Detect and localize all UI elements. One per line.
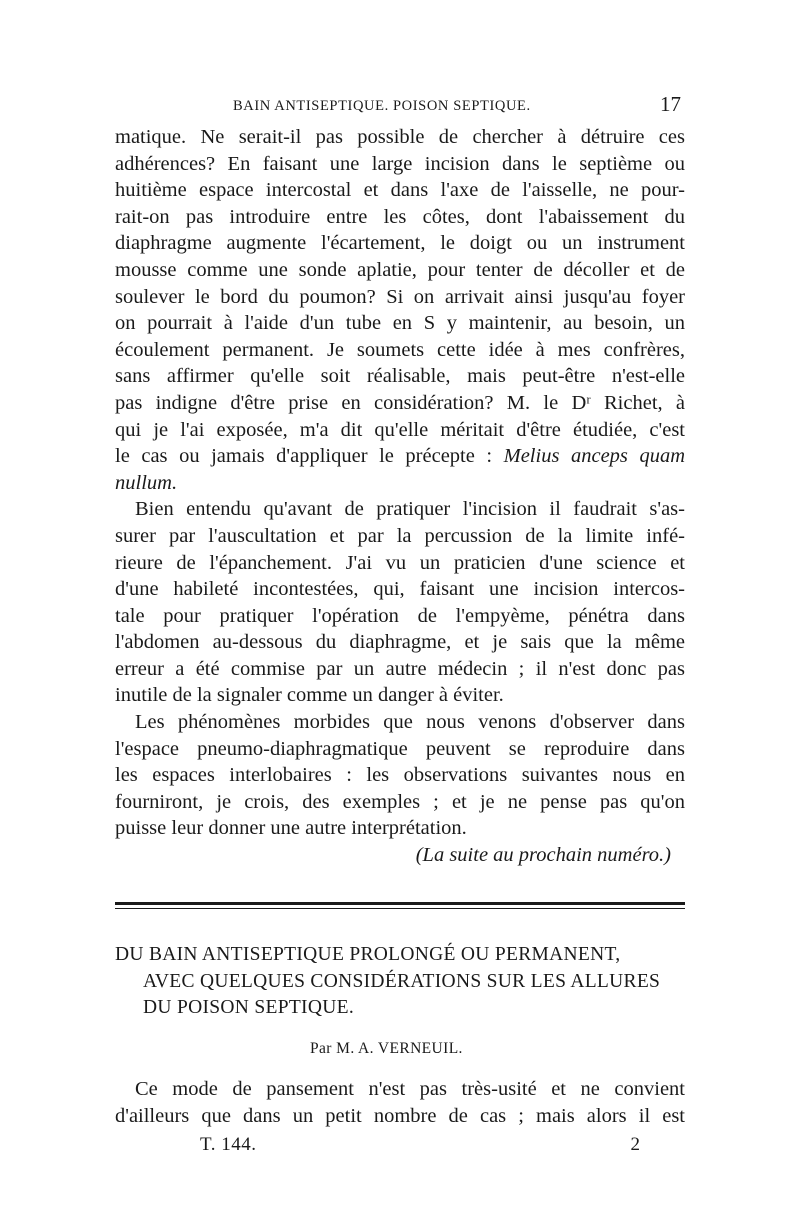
- article-author: Par M. A. VERNEUIL.: [310, 1040, 463, 1057]
- text-line: matique. Ne serait-il pas possible de chercher à détruire ces: [115, 126, 685, 148]
- page-number: 17: [660, 92, 681, 116]
- text-line: surer par l'auscultation et par la percussion de la limite infé-: [115, 524, 685, 547]
- text-line: on pourrait à l'aide d'un tube en S y maintenir, au besoin, un: [115, 312, 685, 335]
- continuation-note: (La suite au prochain numéro.): [415, 844, 671, 867]
- running-title: BAIN ANTISEPTIQUE. POISON SEPTIQUE.: [233, 98, 531, 114]
- divider-thin: [115, 908, 685, 909]
- sheet-mark: 2: [630, 1134, 640, 1155]
- article-opening: [115, 1076, 685, 1129]
- text-line: écoulement permanent. Je soumets cette idée à mes confrères,: [115, 338, 685, 361]
- text-line: fourniront, je crois, des exemples ; et je ne pense pas qu'on: [115, 790, 685, 813]
- text-line: sans affirmer qu'elle soit réalisable, mais peut-être n'est-elle: [115, 365, 685, 388]
- text-line: huitième espace intercostal et dans l'axe de l'aisselle, ne pour-: [115, 179, 685, 202]
- text-line: qui je l'ai exposée, m'a dit qu'elle méritait d'être étudiée, c'est: [115, 418, 685, 441]
- text-line: Ce mode de pansement n'est pas très-usité et ne convient: [135, 1078, 685, 1100]
- text-line: Les phénomènes morbides que nous venons d'observer dans: [135, 711, 685, 734]
- text-line: puisse leur donner une autre interprétation.: [115, 817, 467, 840]
- text-line: rait-on pas introduire entre les côtes, dont l'abaissement du: [115, 205, 685, 228]
- signature-line: [200, 1134, 640, 1160]
- running-head: [115, 92, 685, 120]
- latin-maxim-end: nullum.: [115, 471, 178, 494]
- main-text: [115, 124, 685, 869]
- latin-maxim: Melius anceps quam: [503, 445, 685, 468]
- text-line: pas indigne d'être prise en considération? M. le Dʳ Richet, à: [115, 391, 685, 414]
- text-line: adhérences? En faisant une large incision dans le septième ou: [115, 152, 685, 175]
- text-line: les espaces interlobaires : les observations suivantes nous en: [115, 764, 685, 787]
- divider-thick: [115, 902, 685, 905]
- title-line: DU POISON SEPTIQUE.: [143, 997, 355, 1019]
- section-divider: [115, 902, 685, 909]
- text-line: l'espace pneumo-diaphragmatique peuvent se reproduire dans: [115, 737, 685, 760]
- text-line: tale pour pratiquer l'opération de l'empyème, pénétra dans: [115, 604, 685, 627]
- text-line: rieure de l'épanchement. J'ai vu un praticien d'une science et: [115, 551, 685, 574]
- text-segment: le cas ou jamais d'appliquer le précepte :: [115, 445, 493, 468]
- text-line: diaphragme augmente l'écartement, le doigt ou un instrument: [115, 232, 685, 255]
- text-line: inutile de la signaler comme un danger à éviter.: [115, 684, 504, 707]
- text-line: d'ailleurs que dans un petit nombre de cas ; mais alors il est: [115, 1104, 685, 1127]
- volume-mark: T. 144.: [200, 1134, 257, 1155]
- text-line: erreur a été commise par un autre médecin ; il n'est donc pas: [115, 657, 685, 680]
- title-line: AVEC QUELQUES CONSIDÉRATIONS SUR LES ALLURES: [143, 970, 661, 992]
- text-line: soulever le bord du poumon? Si on arrivait ainsi jusqu'au foyer: [115, 285, 685, 308]
- text-line: [115, 443, 685, 470]
- text-line: d'une habileté incontestées, qui, faisant une incision intercos-: [115, 578, 685, 601]
- article-title: [115, 940, 685, 1020]
- title-line: DU BAIN ANTISEPTIQUE PROLONGÉ OU PERMANENT,: [115, 944, 621, 965]
- text-line: l'abdomen au-dessous du diaphragme, et je sais que la même: [115, 631, 685, 654]
- text-line: mousse comme une sonde aplatie, pour tenter de décoller et de: [115, 258, 685, 281]
- text-line: Bien entendu qu'avant de pratiquer l'incision il faudrait s'as-: [135, 498, 685, 521]
